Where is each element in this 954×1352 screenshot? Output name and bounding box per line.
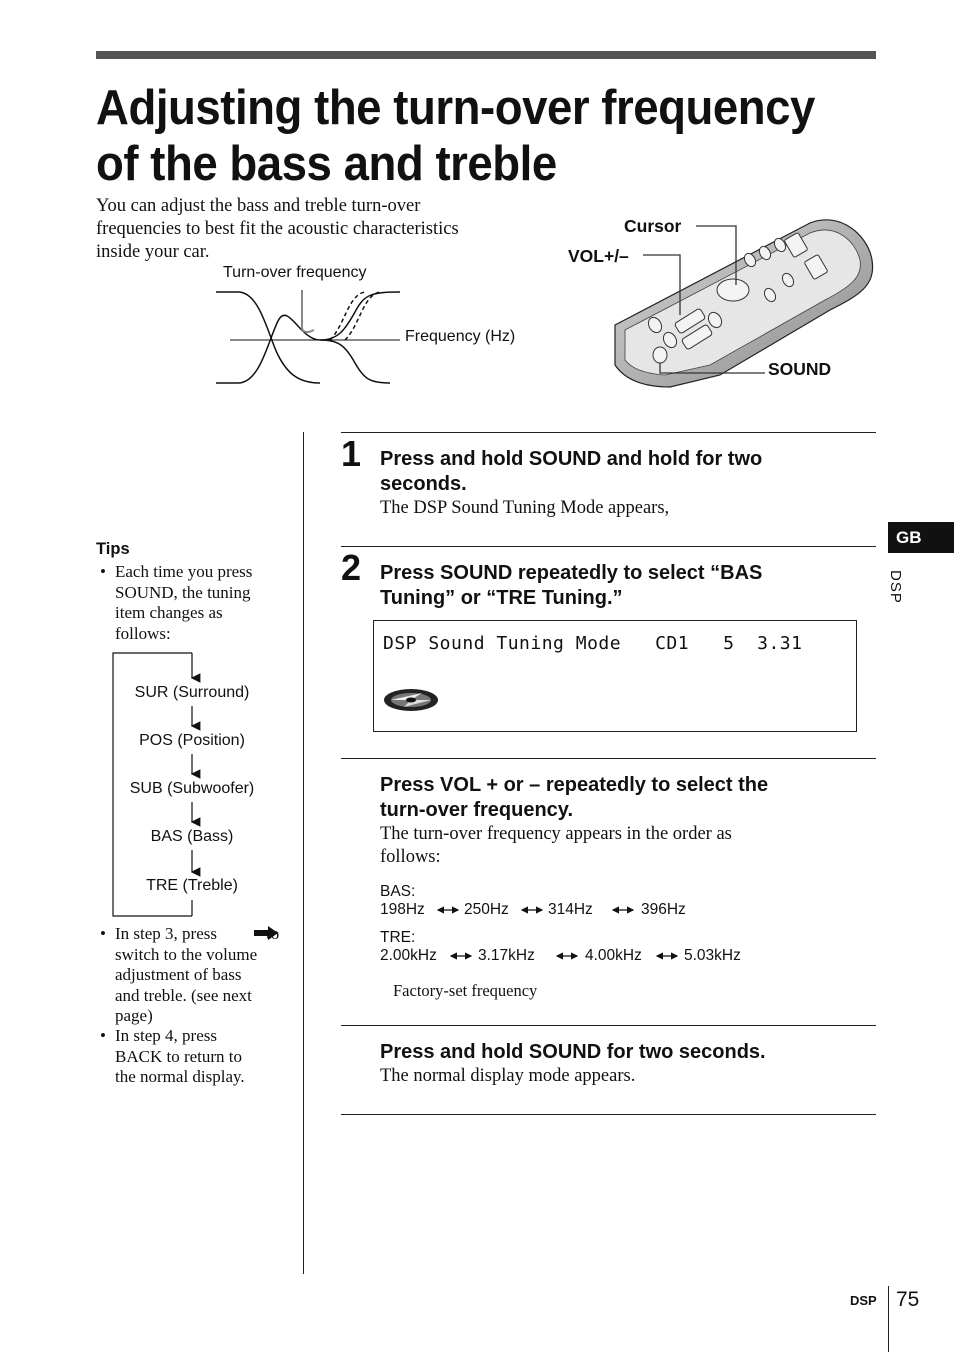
step-3 bbox=[380, 773, 768, 869]
tre-label: TRE: bbox=[380, 929, 416, 946]
step-3-heading-line-2: turn-over frequency. bbox=[380, 799, 573, 821]
turnover-curve-diagram bbox=[210, 285, 410, 390]
step-2-rule bbox=[341, 546, 876, 547]
sound-label: SOUND bbox=[768, 359, 832, 379]
cd-disc-icon bbox=[382, 687, 440, 713]
turnover-frequency-label: Turn-over frequency bbox=[223, 264, 367, 281]
tip-bullet-1: • bbox=[100, 562, 106, 581]
language-tab: GB bbox=[888, 522, 954, 553]
tip-1-line-4: follows: bbox=[115, 623, 171, 643]
factory-set-note: Factory-set frequency bbox=[393, 981, 538, 1000]
tre-value-4: 5.03kHz bbox=[684, 947, 741, 964]
bas-value-2: 250Hz bbox=[464, 901, 509, 918]
tip-2-to: to bbox=[266, 924, 280, 943]
tip-2-line-1: In step 3, press bbox=[115, 924, 217, 943]
footer-section: DSP bbox=[850, 1293, 877, 1308]
tip-1-line-2: SOUND, the tuning bbox=[115, 582, 251, 602]
column-divider bbox=[303, 432, 304, 1274]
step-1-number: 1 bbox=[341, 433, 362, 474]
flow-item-pos: POS (Position) bbox=[139, 732, 245, 749]
step-4 bbox=[380, 1040, 766, 1088]
cursor-label: Cursor bbox=[624, 216, 682, 236]
flow-item-bas: BAS (Bass) bbox=[150, 828, 234, 845]
bottom-rule bbox=[341, 1114, 876, 1115]
intro-line-2: frequencies to best fit the acoustic characteristics bbox=[96, 219, 459, 239]
cursor-pad bbox=[717, 279, 749, 301]
frequency-hz-label: Frequency (Hz) bbox=[405, 328, 516, 345]
bas-value-1: 198Hz bbox=[380, 901, 425, 918]
tip-2-line-4: and treble. (see next bbox=[115, 985, 252, 1005]
step-2-number: 2 bbox=[341, 547, 362, 588]
tip-1-line-3: item changes as bbox=[115, 603, 223, 622]
bas-value-4: 396Hz bbox=[641, 901, 686, 918]
step-2-heading-line-1: Press SOUND repeatedly to select “BAS bbox=[380, 562, 763, 584]
tip-1-line-1: Each time you press bbox=[115, 562, 253, 581]
remote-control-illustration bbox=[610, 215, 880, 390]
intro-paragraph bbox=[96, 195, 546, 264]
tip-3-line-2: BACK to return to bbox=[115, 1046, 243, 1066]
tre-value-2: 3.17kHz bbox=[478, 947, 535, 964]
bas-value-3: 314Hz bbox=[548, 901, 593, 918]
step-1-rule bbox=[341, 432, 876, 433]
intro-line-1: You can adjust the bass and treble turn-over bbox=[96, 196, 421, 216]
section-tab: DSP bbox=[887, 570, 904, 604]
intro-line-3: inside your car. bbox=[96, 242, 210, 262]
flow-item-tre: TRE (Treble) bbox=[146, 877, 238, 894]
step-4-body: The normal display mode appears. bbox=[380, 1066, 636, 1086]
step-1-body: The DSP Sound Tuning Mode appears, bbox=[380, 498, 670, 518]
step-4-heading: Press and hold SOUND for two seconds. bbox=[380, 1041, 766, 1063]
tip-3-line-1: In step 4, press bbox=[115, 1026, 217, 1045]
page-number: 75 bbox=[896, 1288, 920, 1311]
tip-2-line-2: switch to the volume bbox=[115, 944, 258, 964]
tip-bullet-2: • bbox=[100, 924, 106, 943]
tip-2-line-5: page) bbox=[115, 1006, 153, 1025]
tips-title: Tips bbox=[96, 540, 130, 558]
tre-value-3: 4.00kHz bbox=[585, 947, 642, 964]
step-1-heading-line-1: Press and hold SOUND and hold for two bbox=[380, 448, 763, 470]
lcd-text: DSP Sound Tuning Mode CD1 5 3.31 bbox=[383, 633, 803, 654]
treble-curve-low bbox=[320, 340, 390, 383]
flow-item-sur: SUR (Surround) bbox=[134, 684, 250, 701]
title-line-2: of the bass and treble bbox=[96, 137, 557, 191]
lcd-display bbox=[373, 620, 857, 732]
page-title bbox=[96, 80, 831, 192]
tip-2-rest bbox=[115, 945, 257, 1027]
tre-value-1: 2.00kHz bbox=[380, 947, 437, 964]
step-3-rule bbox=[341, 758, 876, 759]
tip-2-line-3: adjustment of bass bbox=[115, 965, 242, 984]
tip-3-line-3: the normal display. bbox=[115, 1067, 245, 1086]
step-3-body-line-2: follows: bbox=[380, 847, 441, 867]
top-rule bbox=[96, 51, 876, 59]
tip-1 bbox=[115, 562, 252, 644]
tip-3 bbox=[115, 1026, 245, 1088]
turnover-pointer bbox=[302, 290, 314, 332]
step-1 bbox=[380, 447, 762, 520]
step-3-heading-line-1: Press VOL + or – repeatedly to select the bbox=[380, 774, 769, 796]
step-4-rule bbox=[341, 1025, 876, 1026]
shift-curve-2 bbox=[345, 292, 380, 340]
bass-curve-top bbox=[216, 292, 320, 383]
bas-label: BAS: bbox=[380, 883, 416, 900]
frequency-arrows bbox=[370, 895, 700, 965]
title-line-1: Adjusting the turn-over frequency bbox=[96, 81, 815, 135]
step-2-heading-line-2: Tuning” or “TRE Tuning.” bbox=[380, 587, 623, 609]
footer-divider bbox=[888, 1286, 889, 1352]
step-3-body-line-1: The turn-over frequency appears in the order as bbox=[380, 824, 732, 844]
vol-label: VOL+/– bbox=[568, 246, 629, 266]
bass-curve-bottom bbox=[216, 315, 320, 383]
tip-bullet-3: • bbox=[100, 1026, 106, 1045]
step-1-heading-line-2: seconds. bbox=[380, 473, 467, 495]
flow-item-sub: SUB (Subwoofer) bbox=[129, 780, 255, 797]
sound-button bbox=[653, 347, 667, 363]
step-2 bbox=[380, 561, 762, 611]
